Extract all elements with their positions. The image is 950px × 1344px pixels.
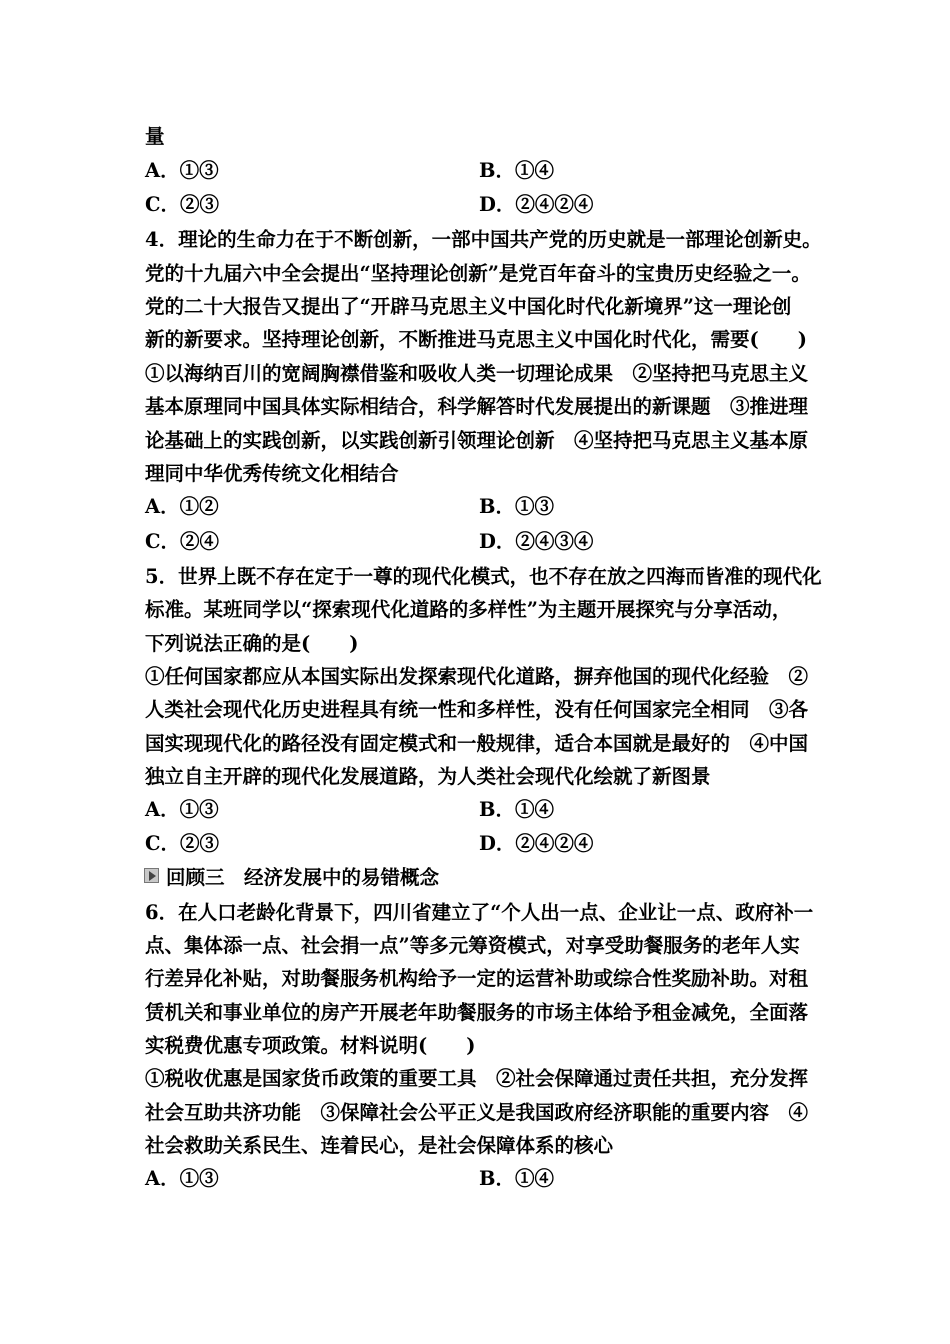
question-6-line: 行差异化补贴，对助餐服务机构给予一定的运营补助或综合性奖励补助。对租 (145, 967, 809, 990)
q4-option-a: A．①② (145, 495, 219, 518)
question-4-line: 党的十九届六中全会提出“坚持理论创新”是党百年奋斗的宝贵历史经验之一。 (145, 262, 811, 285)
question-5-line: 标准。某班同学以“探索现代化道路的多样性”为主题开展探究与分享活动， (145, 598, 792, 621)
q3-option-d: D．②④②④ (479, 193, 594, 216)
q4-option-d: D．②④③④ (479, 530, 594, 553)
q5-option-b: B．①④ (479, 798, 554, 821)
section-title: 回顾三 经济发展中的易错概念 (166, 866, 440, 889)
play-icon (144, 868, 159, 883)
question-5-statement-line: 独立自主开辟的现代化发展道路，为人类社会现代化绘就了新图景 (145, 765, 711, 788)
question-5-statement-line: 国实现现代化的路径没有固定模式和一般规律，适合本国就是最好的 ④中国 (145, 732, 809, 755)
question-4-line: 新的新要求。坚持理论创新，不断推进马克思主义中国化时代化，需要( ) (145, 328, 807, 351)
q6-option-a: A．①③ (145, 1167, 219, 1190)
question-5-statement-line: ①任何国家都应从本国实际出发探索现代化道路，摒弃他国的现代化经验 ② (145, 665, 809, 688)
question-6-statement-line: 社会救助关系民生、连着民心，是社会保障体系的核心 (145, 1134, 614, 1157)
question-4-line: 党的二十大报告又提出了“开辟马克思主义中国化时代化新境界”这一理论创 (145, 295, 792, 318)
question-6-statement-line: 社会互助共济功能 ③保障社会公平正义是我国政府经济职能的重要内容 ④ (145, 1101, 809, 1124)
q5-option-c: C．②③ (145, 832, 220, 855)
question-6-line: 6．在人口老龄化背景下，四川省建立了“个人出一点、企业让一点、政府补一 (145, 901, 814, 924)
question-4-statement-line: 基本原理同中国具体实际相结合，科学解答时代发展提出的新课题 ③推进理 (145, 395, 809, 418)
question-5-line: 5．世界上既不存在定于一尊的现代化模式，也不存在放之四海而皆准的现代化 (145, 565, 822, 588)
q3-option-a: A．①③ (145, 159, 219, 182)
question-6-statement-line: ①税收优惠是国家货币政策的重要工具 ②社会保障通过责任共担，充分发挥 (145, 1067, 809, 1090)
question-5-statement-line: 人类社会现代化历史进程具有统一性和多样性，没有任何国家完全相同 ③各 (145, 698, 809, 721)
q4-option-b: B．①③ (479, 495, 554, 518)
question-6-line: 点、集体添一点、社会捐一点”等多元筹资模式，对享受助餐服务的老年人实 (145, 934, 800, 957)
question-4-statement-line: ①以海纳百川的宽阔胸襟借鉴和吸收人类一切理论成果 ②坚持把马克思主义 (145, 362, 809, 385)
question-6-line: 实税费优惠专项政策。材料说明( ) (145, 1034, 476, 1057)
q3-option-c: C．②③ (145, 193, 220, 216)
question-4-line: 4．理论的生命力在于不断创新，一部中国共产党的历史就是一部理论创新史。 (145, 228, 822, 251)
q4-option-c: C．②④ (145, 530, 220, 553)
q3-option-b: B．①④ (479, 159, 554, 182)
question-5-line: 下列说法正确的是( ) (145, 632, 359, 655)
question-3-tail: 量 (145, 125, 165, 148)
q5-option-a: A．①③ (145, 798, 219, 821)
question-6-line: 赁机关和事业单位的房产开展老年助餐服务的市场主体给予租金减免，全面落 (145, 1001, 809, 1024)
q6-option-b: B．①④ (479, 1167, 554, 1190)
q5-option-d: D．②④②④ (479, 832, 594, 855)
question-4-statement-line: 理同中华优秀传统文化相结合 (145, 462, 399, 485)
question-4-statement-line: 论基础上的实践创新，以实践创新引领理论创新 ④坚持把马克思主义基本原 (145, 429, 809, 452)
